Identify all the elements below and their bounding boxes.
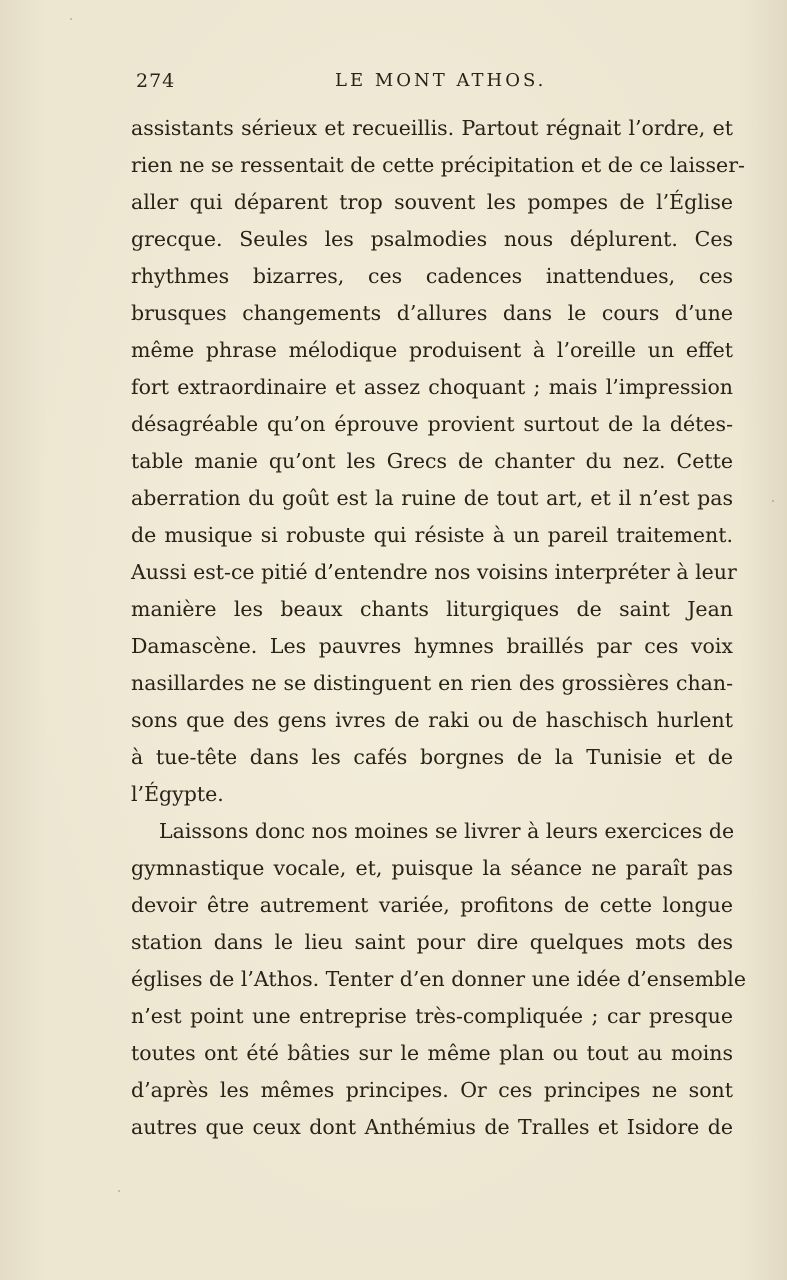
text-line: aberration du goût est la ruine de tout art, et il n’est pas [131,486,733,510]
text-line: d’après les mêmes principes. Or ces principes ne sont [131,1078,733,1102]
running-title: LE MONT ATHOS. [335,70,547,91]
text-line: assistants sérieux et recueillis. Partout régnait l’ordre, et [131,116,733,140]
text-line: Aussi est-ce pitié d’entendre nos voisins interpréter à leur [131,560,737,584]
text-line: table manie qu’ont les Grecs de chanter du nez. Cette [131,449,733,473]
text-line: autres que ceux dont Anthémius de Tralles et Isidore de [131,1115,733,1139]
text-line: désagréable qu’on éprouve provient surtout de la détes- [131,412,733,436]
text-line: n’est point une entreprise très-compliquée ; car presque [131,1004,733,1028]
text-line: rien ne se ressentait de cette précipitation et de ce laisser- [131,153,745,177]
paragraph-start-line: Laissons donc nos moines se livrer à leurs exercices de [159,819,735,843]
text-line: fort extraordinaire et assez choquant ; mais l’impression [131,375,733,399]
text-line: toutes ont été bâties sur le même plan ou tout au moins [131,1041,733,1065]
text-line: devoir être autrement variée, profitons de cette longue [131,893,733,917]
paragraph-end-line: l’Égypte. [131,782,224,806]
page-header [130,70,730,100]
text-line: aller qui déparent trop souvent les pompes de l’Église [131,190,733,214]
paper-speck [118,1190,120,1192]
text-line: Damascène. Les pauvres hymnes braillés par ces voix [131,634,733,658]
paper-speck [70,18,72,20]
text-line: grecque. Seules les psalmodies nous déplurent. Ces [131,227,733,251]
text-line: manière les beaux chants liturgiques de saint Jean [131,597,733,621]
body-text [131,110,746,1146]
text-line: gymnastique vocale, et, puisque la séance ne paraît pas [131,856,733,880]
text-line: églises de l’Athos. Tenter d’en donner une idée d’ensemble [131,967,746,991]
text-line: station dans le lieu saint pour dire quelques mots des [131,930,733,954]
text-line: à tue-tête dans les cafés borgnes de la Tunisie et de [131,745,733,769]
text-line: nasillardes ne se distinguent en rien des grossières chan- [131,671,733,695]
text-line: même phrase mélodique produisent à l’oreille un effet [131,338,733,362]
text-line: de musique si robuste qui résiste à un pareil traitement. [131,523,733,547]
text-line: rhythmes bizarres, ces cadences inattendues, ces [131,264,733,288]
paper-speck [772,500,774,502]
text-line: brusques changements d’allures dans le cours d’une [131,301,733,325]
text-line: sons que des gens ivres de raki ou de haschisch hurlent [131,708,733,732]
page-number: 274 [136,70,176,92]
